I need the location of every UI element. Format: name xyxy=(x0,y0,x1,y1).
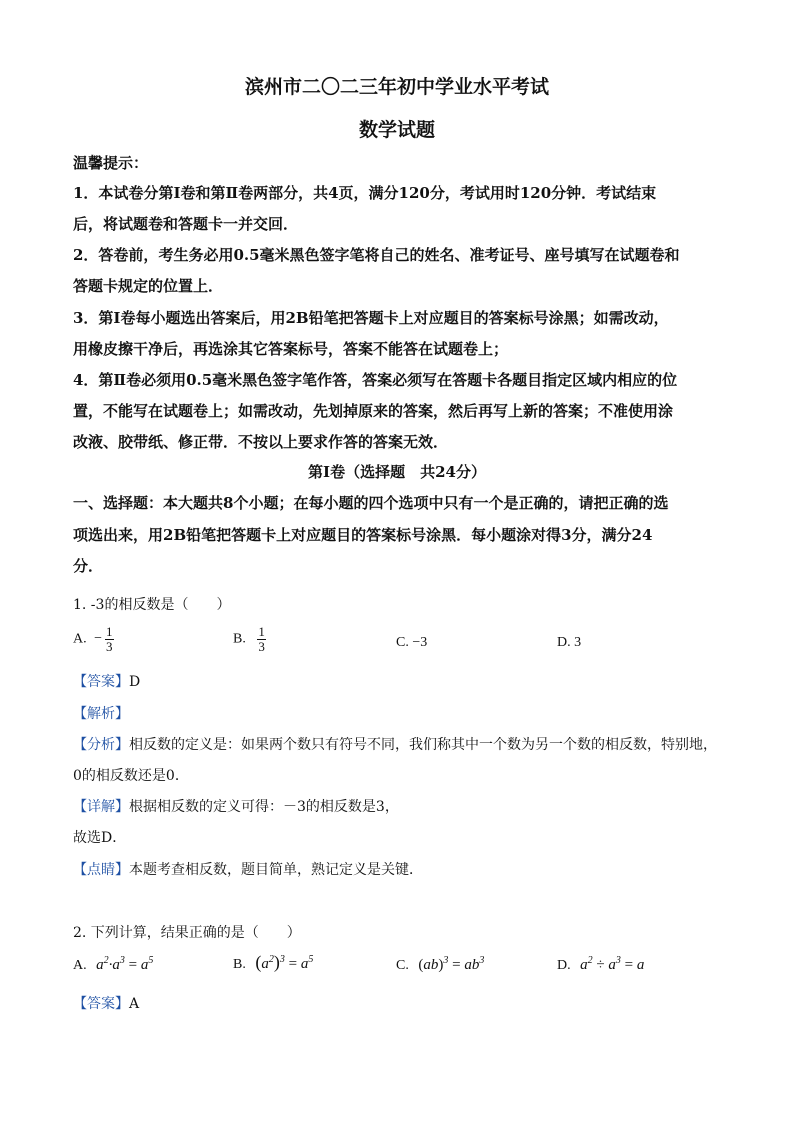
notice-line: 2．答卷前，考生务必用0.5毫米黑色签字笔将自己的姓名、准考证号、座号填写在试题卷和 xyxy=(73,246,680,264)
q1-answer: 【答案】D xyxy=(73,674,141,690)
q1-xiangjie: 【详解】根据相反数的定义可得：－3的相反数是3， xyxy=(73,799,399,815)
q1-guxuan: 故选D． xyxy=(73,830,127,846)
notice-line: 后，将试题卷和答题卡一并交回． xyxy=(73,215,299,233)
notice-line: 改液、胶带纸、修正带．不按以上要求作答的答案无效． xyxy=(73,433,449,451)
notice-line: 3．第Ⅰ卷每小题选出答案后，用2B铅笔把答题卡上对应题目的答案标号涂黑；如需改动， xyxy=(73,309,669,327)
q1-option-a: A. − $\frac{1}{3}$ xyxy=(73,624,113,654)
notice-heading: 温馨提示： xyxy=(73,154,149,172)
notice-line: 用橡皮擦干净后，再选涂其它答案标号，答案不能答在试题卷上； xyxy=(73,340,509,358)
q2-option-a: A. $a^2\cdot a^3 = a^5$ xyxy=(73,955,154,973)
q1-option-a-fraction: $\frac{1}{3}$ xyxy=(106,624,113,654)
q1-fenxi: 【分析】相反数的定义是：如果两个数只有符号不同，我们称其中一个数为另一个数的相反数，特别地， xyxy=(73,737,717,753)
section-instruction: 一、选择题：本大题共8个小题；在每小题的四个选项中只有一个是正确的，请把正确的选 xyxy=(73,494,669,512)
q1-option-b: B. $\frac{1}{3}$ xyxy=(233,624,265,654)
q2-option-b: B. $(a^2)^3 = a^5$ xyxy=(233,952,314,972)
q1-option-b-fraction: $\frac{1}{3}$ xyxy=(258,624,265,654)
section-title: 第Ⅰ卷（选择题 共24分） xyxy=(308,463,486,481)
q2-option-d: D. $a^2 \div a^3 = a$ xyxy=(557,955,645,973)
q2-stem: 2. 下列计算，结果正确的是（ ） xyxy=(73,925,301,941)
notice-line: 答题卡规定的位置上． xyxy=(73,277,224,295)
exam-subtitle: 数学试题 xyxy=(358,119,435,141)
notice-line: 4．第Ⅱ卷必须用0.5毫米黑色签字笔作答，答案必须写在答题卡各题目指定区域内相应的位 xyxy=(73,371,678,389)
q2-option-c: C. $(ab)^3 = ab^3$ xyxy=(396,955,485,973)
section-instruction: 分． xyxy=(73,557,104,575)
q1-fenxi-cont: 0的相反数还是0． xyxy=(73,768,189,784)
q1-stem: 1. -3的相反数是（ ） xyxy=(73,597,231,613)
q1-dianjing: 【点睛】本题考查相反数，题目简单，熟记定义是关键． xyxy=(73,862,423,878)
q1-analysis-tag: 【解析】 xyxy=(73,706,129,722)
notice-line: 1．本试卷分第Ⅰ卷和第Ⅱ卷两部分，共4页，满分120分，考试用时120分钟．考试结束 xyxy=(73,184,657,202)
exam-title: 滨州市二〇二三年初中学业水平考试 xyxy=(244,76,549,98)
q2-option-c-expr: $(ab)^3 = ab^3$ xyxy=(418,955,485,973)
q1-option-c: C. −3 xyxy=(396,635,428,650)
q2-option-a-expr: $a^2\cdot a^3 = a^5$ xyxy=(96,955,154,973)
q2-answer: 【答案】A xyxy=(73,996,140,1012)
notice-line: 置，不能写在试题卷上；如需改动，先划掉原来的答案，然后再写上新的答案；不准使用涂 xyxy=(73,402,674,420)
section-instruction: 项选出来，用2B铅笔把答题卡上对应题目的答案标号涂黑．每小题涂对得3分，满分24 xyxy=(73,526,653,544)
q2-option-b-expr: $(a^2)^3 = a^5$ xyxy=(255,952,314,972)
q2-option-d-expr: $a^2 \div a^3 = a$ xyxy=(580,955,645,973)
q1-option-d: D. 3 xyxy=(557,635,582,650)
